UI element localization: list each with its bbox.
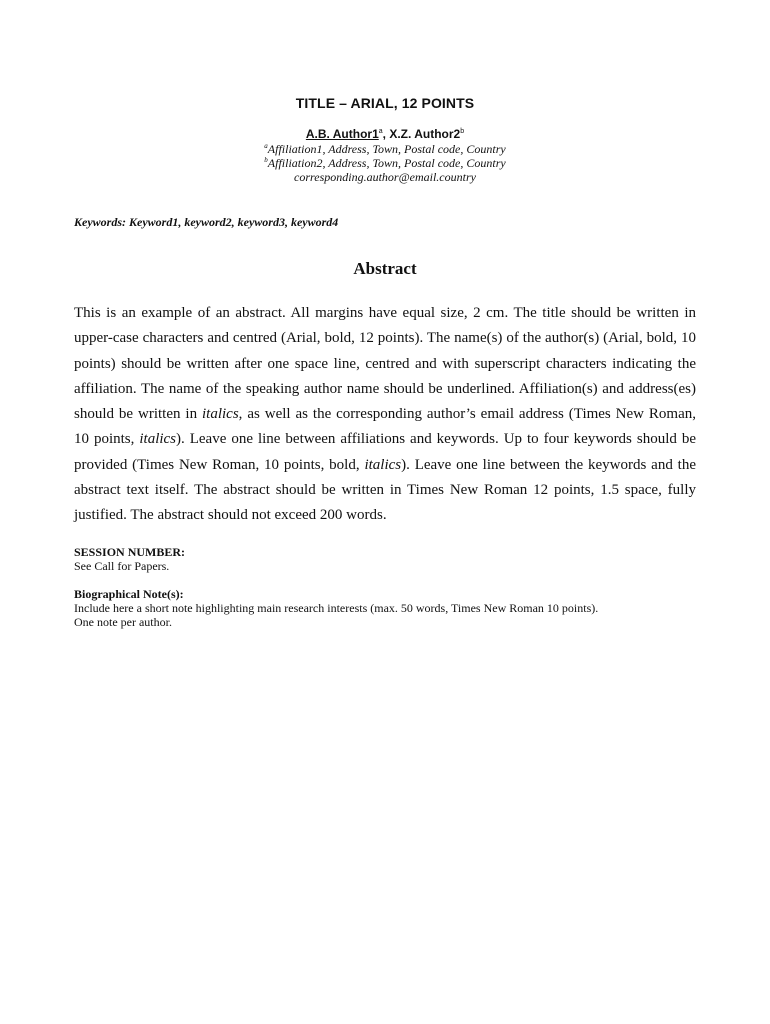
abstract-heading: Abstract [353, 259, 417, 278]
author2-affiliation-mark: b [460, 128, 465, 135]
author-line [0, 127, 770, 141]
affiliation-1-text: Affiliation1, Address, Town, Postal code, Country [267, 142, 506, 156]
corresponding-email: corresponding.author@email.country [294, 170, 476, 184]
abstract-segment: , as well as the corresponding author’s email address (Times New Roman, 10 points, [74, 406, 697, 448]
keywords-line: Keywords: Keyword1, keyword2, keyword3, keyword4 [74, 215, 339, 229]
session-number-label: SESSION NUMBER: [74, 545, 186, 559]
abstract-segment: ). Leave one line between affiliations and keywords. Up to four keywords should be provided (Times New Roman, 10 points, bold, [74, 431, 696, 473]
abstract-segment: This is an example of an abstract. All margins have equal size, 2 cm. The title should be written in upper-case characters and centred (Arial, bold, 12 points). The name(s) of the author(s) (Arial, bold, 10 points) should be written after one space line, centred and with superscript characters indicating the affiliation. The name of the speaking author name should be underlined. Affiliation(s) and address(es) should be written in [74, 305, 696, 423]
biographical-note-line-2: One note per author. [74, 615, 172, 629]
abstract-italic-segment: italics [139, 431, 177, 448]
speaking-author: A.B. Author1 [305, 127, 379, 141]
author-separator: , [382, 127, 390, 141]
abstract-italic-segment: italics [202, 406, 239, 423]
biographical-note-line-1: Include here a short note highlighting main research interests (max. 50 words, Times New Roman 10 points). [74, 601, 599, 615]
second-author: X.Z. Author2 [389, 127, 461, 141]
author1-affiliation-mark: a [378, 128, 383, 135]
abstract-italic-segment: italics [364, 456, 402, 473]
affiliation-2 [0, 156, 770, 171]
abstract-segment: ). Leave one line between the keywords and the abstract text itself. The abstract should be written in Times New Roman 12 points, 1.5 space, fully justified. The abstract should not exceed 200 words. [74, 456, 696, 524]
affiliation-1 [0, 142, 770, 157]
affiliation-1-mark: a [264, 142, 268, 150]
affiliation-2-mark: b [264, 156, 268, 164]
abstract-body [74, 301, 696, 529]
affiliation-2-text: Affiliation2, Address, Town, Postal code, Country [267, 156, 506, 170]
session-number-text: See Call for Papers. [74, 559, 170, 573]
biographical-note-label: Biographical Note(s): [74, 587, 184, 601]
paper-title: TITLE – ARIAL, 12 POINTS [295, 95, 475, 111]
